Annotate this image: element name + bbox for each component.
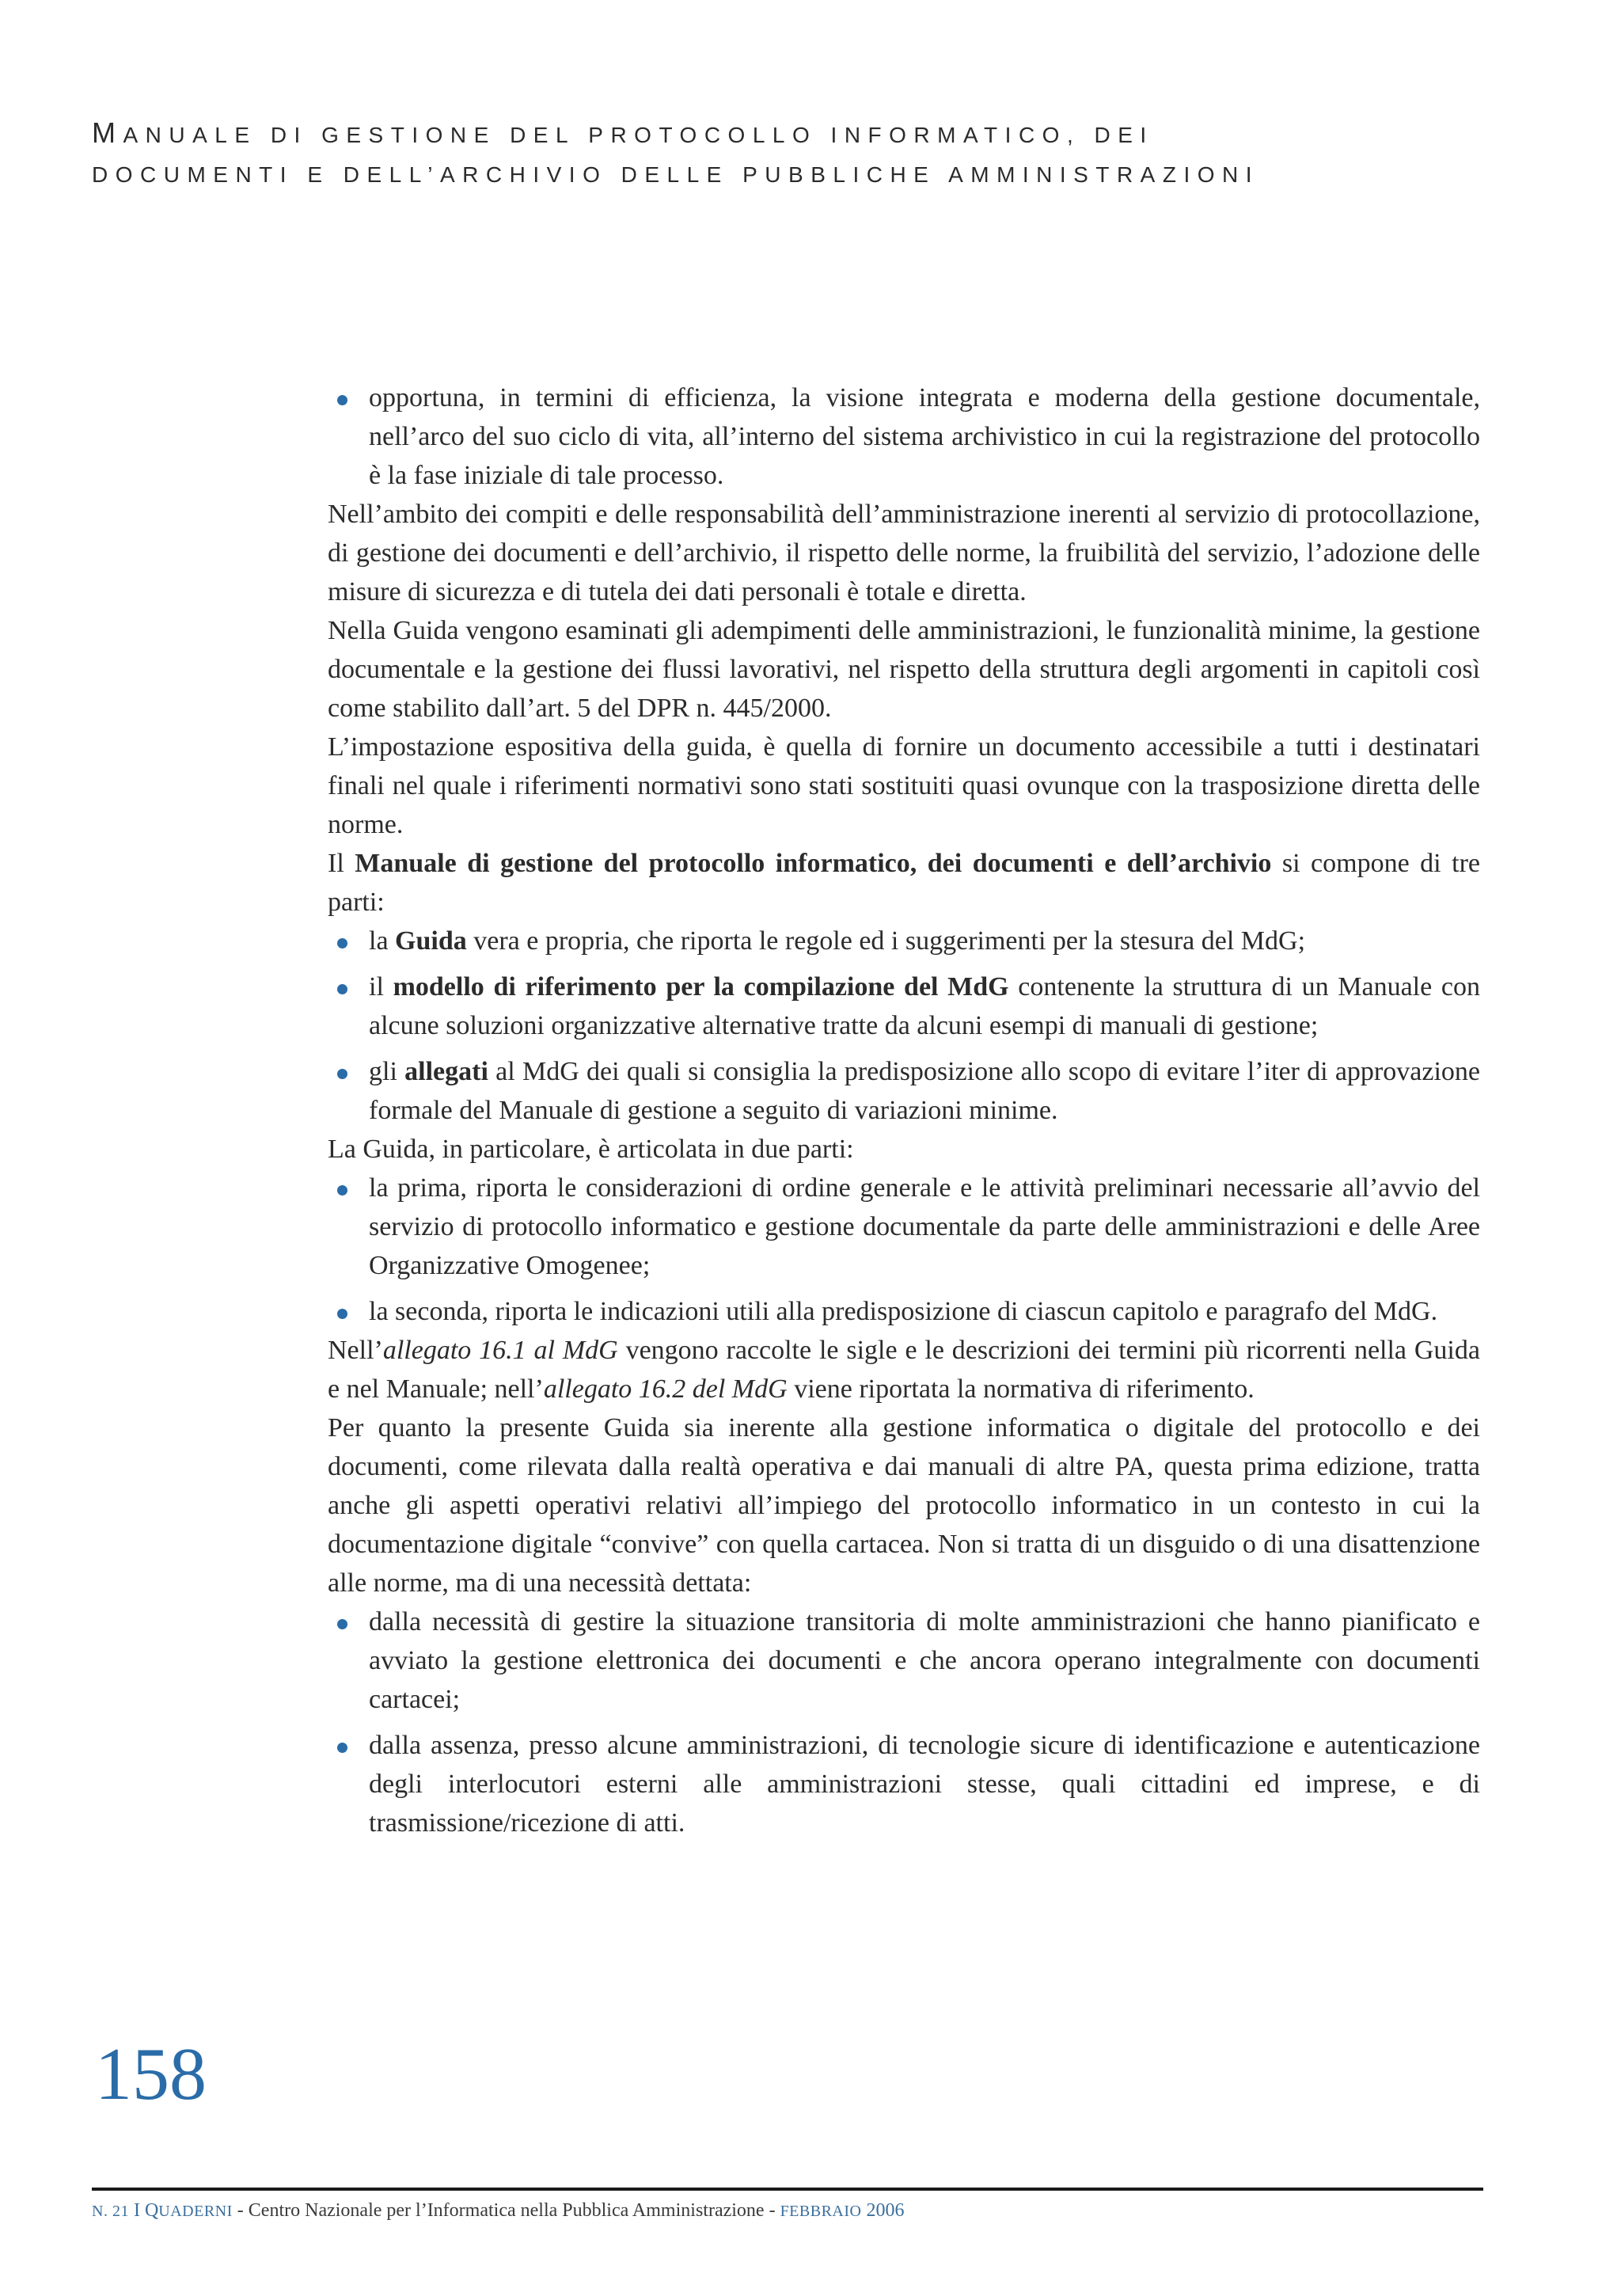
footer-issue: N. 21 bbox=[92, 2203, 129, 2220]
page-footer: N. 21 I QUADERNI - Centro Nazionale per l’Informatica nella Pubblica Amministrazione - FEBBRAIO 2006 bbox=[92, 2200, 905, 2221]
paragraph-manual-parts: Il Manuale di gestione del protocollo informatico, dei documenti e dell’archivio si compone di tre parti: bbox=[328, 849, 1480, 917]
intro-bullet-list bbox=[328, 378, 1480, 495]
list-item: il modello di riferimento per la compilazione del MdG contenente la struttura di un Manuale con alcune soluzioni organizzative alternative tratte da alcuni esempi di manuali di gestione; bbox=[293, 967, 1480, 1045]
footer-month: FEBBRAIO bbox=[780, 2203, 862, 2220]
list-item: gli allegati al MdG dei quali si consiglia la predisposizione allo scopo di evitare l’iter di approvazione formale del Manuale di gestione a seguito di variazioni minime. bbox=[293, 1052, 1480, 1130]
header-initial: M bbox=[92, 116, 123, 149]
footer-series: UADERNI bbox=[158, 2203, 233, 2220]
annex-ref: allegato 16.1 al MdG bbox=[382, 1336, 618, 1365]
list-item: dalla necessità di gestire la situazione transitoria di molte amministrazioni che hanno pianificato e avviato la gestione elettronica dei documenti e che ancora operano integralmente con documenti cartacei; bbox=[293, 1602, 1480, 1719]
part-title: allegati bbox=[404, 1057, 488, 1086]
list-item: opportuna, in termini di efficienza, la visione integrata e moderna della gestione documentale, nell’arco del suo ciclo di vita, all’interno del sistema archivistico in cui la registrazione del protocollo è la fase iniziale di tale processo. bbox=[293, 378, 1480, 495]
list-item: la prima, riporta le considerazioni di ordine generale e le attività preliminari necessarie all’avvio del servizio di protocollo informatico e gestione documentale da parte delle amministrazioni e delle Aree Organizzative Omogenee; bbox=[293, 1169, 1480, 1285]
list-item: la seconda, riporta le indicazioni utili alla predisposizione di ciascun capitolo e paragrafo del MdG. bbox=[293, 1292, 1480, 1331]
footer-rule bbox=[92, 2188, 1483, 2191]
document-body bbox=[328, 378, 1480, 1842]
paragraph-guide-parts: La Guida, in particolare, è articolata in due parti: bbox=[328, 1135, 854, 1164]
running-header bbox=[92, 113, 1540, 195]
footer-publisher: - Centro Nazionale per l’Informatica nella Pubblica Amministrazione - bbox=[232, 2200, 780, 2221]
paragraph-digital-paper: Per quanto la presente Guida sia inerente alla gestione informatica o digitale del protocollo e dei documenti, come rilevata dalla realtà operativa e dai manuali di altre PA, questa prima edizione, tratta anche gli aspetti operativi relativi all’impiego del protocollo informatico in un contesto in cui la documentazione digitale “convive” con quella cartacea. Non si tratta di un disguido o di una disattenzione alle norme, ma di una necessità dettata: bbox=[328, 1413, 1480, 1598]
list-item: la Guida vera e propria, che riporta le regole ed i suggerimenti per la stesura del MdG; bbox=[293, 922, 1480, 960]
footer-series-initial: Q bbox=[144, 2200, 159, 2221]
paragraph-annexes: Nell’allegato 16.1 al MdG vengono raccolte le sigle e le descrizioni dei termini più ricorrenti nella Guida e nel Manuale; nell’allegato 16.2 del MdG viene riportata la normativa di riferimento. bbox=[328, 1336, 1480, 1404]
part-title: Guida bbox=[395, 926, 467, 956]
header-line-1-text: ANUALE DI GESTIONE DEL PROTOCOLLO INFORMATICO, DEI bbox=[123, 123, 1154, 147]
list-item: dalla assenza, presso alcune amministrazioni, di tecnologie sicure di identificazione e autenticazione degli interlocutori esterni alle amministrazioni stesse, quali cittadini ed imprese, e di trasmissione/ricezione di atti. bbox=[293, 1726, 1480, 1842]
manual-title: Manuale di gestione del protocollo informatico, dei documenti e dell’archivio bbox=[355, 849, 1272, 878]
footer-year: 2006 bbox=[861, 2200, 905, 2221]
paragraph-exposition: L’impostazione espositiva della guida, è quella di fornire un documento accessibile a tutti i destinatari finali nel quale i riferimenti normativi sono stati sostituiti quasi ovunque con la trasposizione diretta delle norme. bbox=[328, 732, 1480, 839]
reasons-list bbox=[328, 1602, 1480, 1842]
paragraph-guide-contents: Nella Guida vengono esaminati gli adempimenti delle amministrazioni, le funzionalità minime, la gestione documentale e la gestione dei flussi lavorativi, nel rispetto della struttura degli argomenti in capitoli così come stabilito dall’art. 5 del DPR n. 445/2000. bbox=[328, 616, 1480, 723]
guide-parts-list bbox=[328, 1169, 1480, 1331]
annex-ref: allegato 16.2 del MdG bbox=[543, 1374, 788, 1404]
header-line-1 bbox=[92, 113, 1540, 155]
part-title: modello di riferimento per la compilazione del MdG bbox=[393, 972, 1009, 1002]
paragraph-responsibilities: Nell’ambito dei compiti e delle responsabilità dell’amministrazione inerenti al servizio di protocollazione, di gestione dei documenti e dell’archivio, il rispetto delle norme, la fruibilità del servizio, l’adozione delle misure di sicurezza e di tutela dei dati personali è totale e diretta. bbox=[328, 500, 1480, 606]
header-line-2: DOCUMENTI E DELL’ARCHIVIO DELLE PUBBLICHE AMMINISTRAZIONI bbox=[92, 162, 1260, 187]
page-number: 158 bbox=[95, 2033, 207, 2115]
manual-parts-list bbox=[328, 922, 1480, 1130]
